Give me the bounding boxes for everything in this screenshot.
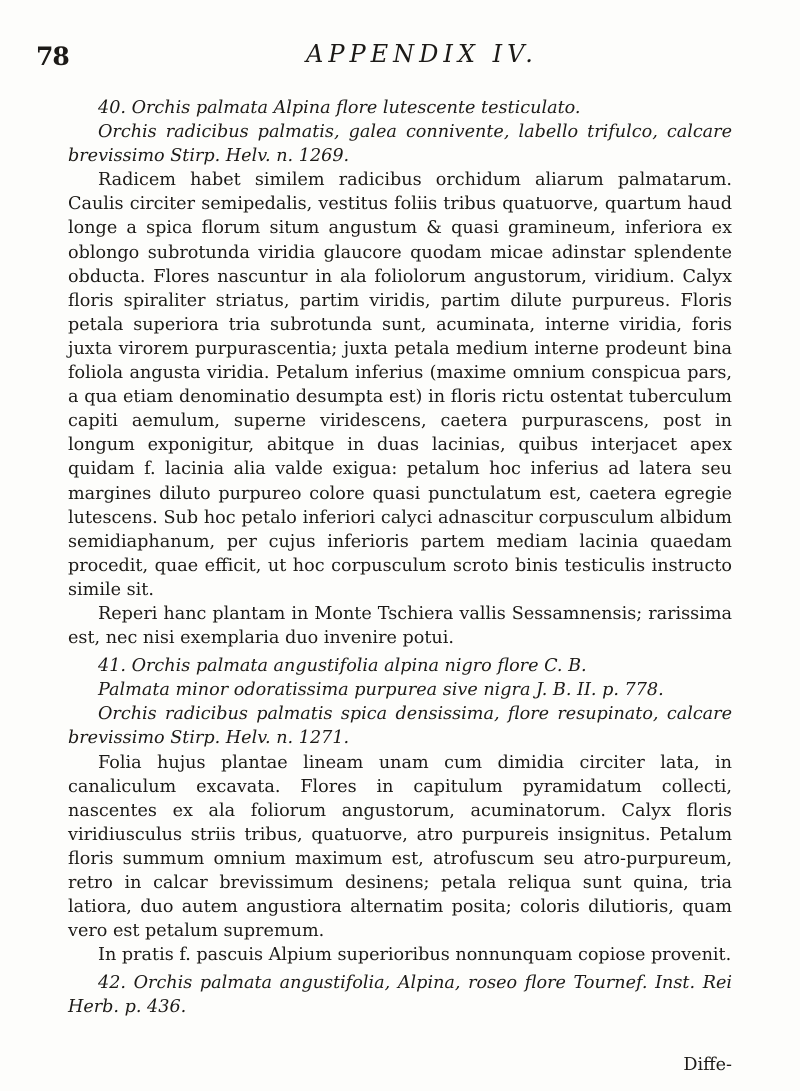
entry-42 bbox=[68, 971, 732, 1019]
entry-40-synonym: Orchis radicibus palmatis, galea connivente, labello trifulco, calcare brevissimo Stirp. Helv. n. 1269. bbox=[68, 122, 732, 167]
entry-40-heading-text: 40. Orchis palmata Alpina flore lutescente testiculato. bbox=[98, 98, 581, 118]
entry-41-heading: 41. Orchis palmata angustifolia alpina nigro flore C. B. bbox=[98, 656, 587, 677]
entry-42-heading: 42. Orchis palmata angustifolia, Alpina, roseo flore Tournef. Inst. Rei Herb. p. 436. bbox=[68, 973, 732, 1018]
entry-40-description: Radicem habet similem radicibus orchidum aliarum palmatarum. Caulis circiter semipedalis, vestitus foliis tribus quatuorve, quartum haud longe a spica florum situm angustum & quasi gramineum, inferiora ex oblongo subrotunda viridia glaucore quodam micae adinstar splendente obducta. Flores nascuntur in ala foliolorum angustorum, viridium. Calyx floris spiraliter striatus, partim viridis, partim dilute purpureus. Floris petala superiora tria subrotunda sunt, acuminata, interne viridia, foris juxta virorem purpurascentia; juxta petala medium interne prodeunt bina foliola angusta viridia. Petalum inferius (maxime omnium conspicua pars, a qua etiam denominatio desumpta est) in floris rictu ostentat tuberculum capiti aemulum, superne viridescens, caetera purpurascens, post in longum exponigitur, abitque in duas lacinias, quibus interjacet apex quidam f. lacinia alia valde exigua: petalum hoc inferius ad latera seu margines diluto purpureo colore quasi punctulatum est, caetera egregie lutescens. Sub hoc petalo inferiori calyci adnascitur corpusculum albidum semidiaphanum, per cujus inferioris partem mediam lacinia quaedam procedit, quae efficit, ut hoc corpusculum scroto binis testiculis instructo simile sit. bbox=[68, 170, 732, 600]
page-header bbox=[36, 40, 740, 72]
running-title: APPENDIX IV. bbox=[306, 40, 538, 68]
entry-41-description: Folia hujus plantae lineam unam cum dimidia circiter lata, in canaliculum excavata. Flores in capitulum pyramidatum collecti, nascentes ex ala foliorum angustorum, acuminatorum. Calyx floris viridiusculus striis tribus, quatuorve, atro purpureis insignitus. Petalum floris summum omnium maximum est, atrofuscum seu atro-purpureum, retro in calcar brevissimum desinens; petala reliqua sunt quina, tria latiora, duo autem angustiora alternatim posita; coloris dilutioris, quam vero est petalum supremum. bbox=[68, 752, 732, 942]
page-body bbox=[68, 96, 732, 1020]
catchword: Diffe- bbox=[683, 1055, 732, 1075]
entry-41-habitat: In pratis f. pascuis Alpium superioribus nonnunquam copiose provenit. bbox=[98, 945, 732, 966]
entry-40 bbox=[68, 96, 732, 650]
entry-40-habitat: Reperi hanc plantam in Monte Tschiera vallis Sessamnensis; rarissima est, nec nisi exemplaria duo invenire potui. bbox=[68, 603, 732, 649]
entry-41-synonym-2: Orchis radicibus palmatis spica densissima, flore resupinato, calcare brevissimo Stirp. Helv. n. 1271. bbox=[68, 704, 732, 749]
entry-40-heading bbox=[68, 96, 732, 120]
page-number: 78 bbox=[36, 42, 69, 71]
entry-41-synonym-1: Palmata minor odoratissima purpurea sive nigra J. B. II. p. 778. bbox=[98, 680, 664, 701]
entry-41 bbox=[68, 654, 732, 967]
